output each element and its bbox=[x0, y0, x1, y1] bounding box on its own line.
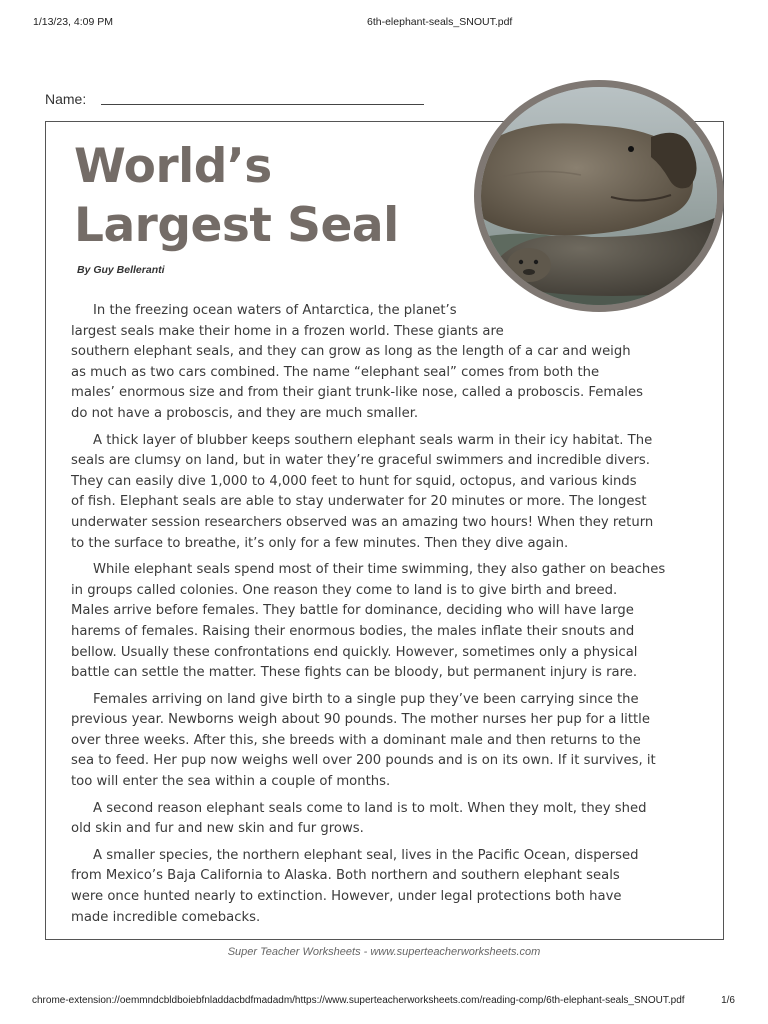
paragraph bbox=[71, 846, 665, 928]
page-title bbox=[74, 137, 399, 255]
page-number: 1/6 bbox=[721, 995, 735, 1006]
text-line: A second reason elephant seals come to land is to molt. When they molt, they shed bbox=[93, 800, 647, 816]
text-line: In the freezing ocean waters of Antarctica, the planet’s bbox=[93, 303, 457, 318]
article-body bbox=[71, 301, 665, 934]
text-line: underwater session researchers observed was an amazing two hours! When they return bbox=[71, 514, 654, 530]
paragraph bbox=[71, 560, 665, 684]
text-line: Males arrive before females. They battle for dominance, deciding who will have large bbox=[71, 603, 634, 619]
text-line: of fish. Elephant seals are able to stay underwater for 20 minutes or more. The longest bbox=[71, 494, 647, 510]
print-date: 1/13/23, 4:09 PM bbox=[33, 16, 113, 28]
text-line: They can easily dive 1,000 to 4,000 feet to hunt for squid, octopus, and various kinds bbox=[71, 473, 637, 489]
text-line: too will enter the sea within a couple of months. bbox=[71, 774, 391, 790]
paragraph bbox=[71, 690, 665, 793]
text-line: old skin and fur and new skin and fur grows. bbox=[71, 821, 364, 837]
text-line: A thick layer of blubber keeps southern elephant seals warm in their icy habitat. The bbox=[93, 432, 653, 448]
text-line: over three weeks. After this, she breeds with a dominant male and then returns to the bbox=[71, 732, 641, 748]
paragraph bbox=[71, 799, 665, 840]
text-line: sea to feed. Her pup now weighs well over 200 pounds and is on its own. If it survives, it bbox=[71, 753, 656, 769]
text-line: males’ enormous size and from their giant trunk-like nose, called a proboscis. Females bbox=[71, 385, 643, 401]
text-line: While elephant seals spend most of their time swimming, they also gather on beaches bbox=[93, 562, 666, 578]
text-line: previous year. Newborns weigh about 90 pounds. The mother nurses her pup for a little bbox=[71, 712, 650, 728]
text-line: as much as two cars combined. The name “elephant seal” comes from both the bbox=[71, 364, 600, 380]
worksheet-footer: Super Teacher Worksheets - www.superteacherworksheets.com bbox=[227, 946, 541, 958]
text-line: bellow. Usually these confrontations end quickly. However, sometimes only a physical bbox=[71, 644, 638, 660]
elephant-seal-photo bbox=[474, 80, 724, 312]
text-line: made incredible comebacks. bbox=[71, 909, 261, 925]
name-label: Name: bbox=[45, 91, 87, 107]
text-line: were once hunted nearly to extinction. However, under legal protections both have bbox=[71, 889, 622, 905]
paragraph bbox=[71, 431, 665, 555]
text-line: seals are clumsy on land, but in water they’re graceful swimmers and incredible divers. bbox=[71, 453, 650, 469]
text-line: battle can settle the matter. These fights can be bloody, but permanent injury is rare. bbox=[71, 665, 638, 681]
text-line: A smaller species, the northern elephant seal, lives in the Pacific Ocean, dispersed bbox=[93, 847, 639, 863]
byline: By Guy Belleranti bbox=[77, 264, 165, 276]
name-blank-line bbox=[101, 104, 424, 105]
print-url: chrome-extension://oemmndcbldboiebfnladdacbdfmadadm/https://www.superteacherworksheets.com/reading-comp/6th-elephant-seals_SNOUT.pdf bbox=[32, 995, 685, 1006]
text-line: do not have a proboscis, and they are much smaller. bbox=[71, 405, 419, 421]
title-line: World’s bbox=[74, 139, 272, 194]
text-line: to the surface to breathe, it’s only for a few minutes. Then they dive again. bbox=[71, 535, 569, 551]
text-line: southern elephant seals, and they can grow as long as the length of a car and weigh bbox=[71, 344, 631, 360]
text-line: from Mexico’s Baja California to Alaska. Both northern and southern elephant seals bbox=[71, 868, 620, 884]
print-doc-title: 6th-elephant-seals_SNOUT.pdf bbox=[367, 16, 513, 28]
text-line: largest seals make their home in a frozen world. These giants are bbox=[71, 323, 504, 339]
text-line: in groups called colonies. One reason they come to land is to give birth and breed. bbox=[71, 582, 618, 598]
text-line: harems of females. Raising their enormous bodies, the males inflate their snouts and bbox=[71, 623, 635, 639]
title-line: Largest Seal bbox=[74, 198, 399, 253]
text-line: Females arriving on land give birth to a single pup they’ve been carrying since the bbox=[93, 691, 639, 707]
paragraph bbox=[71, 301, 665, 425]
